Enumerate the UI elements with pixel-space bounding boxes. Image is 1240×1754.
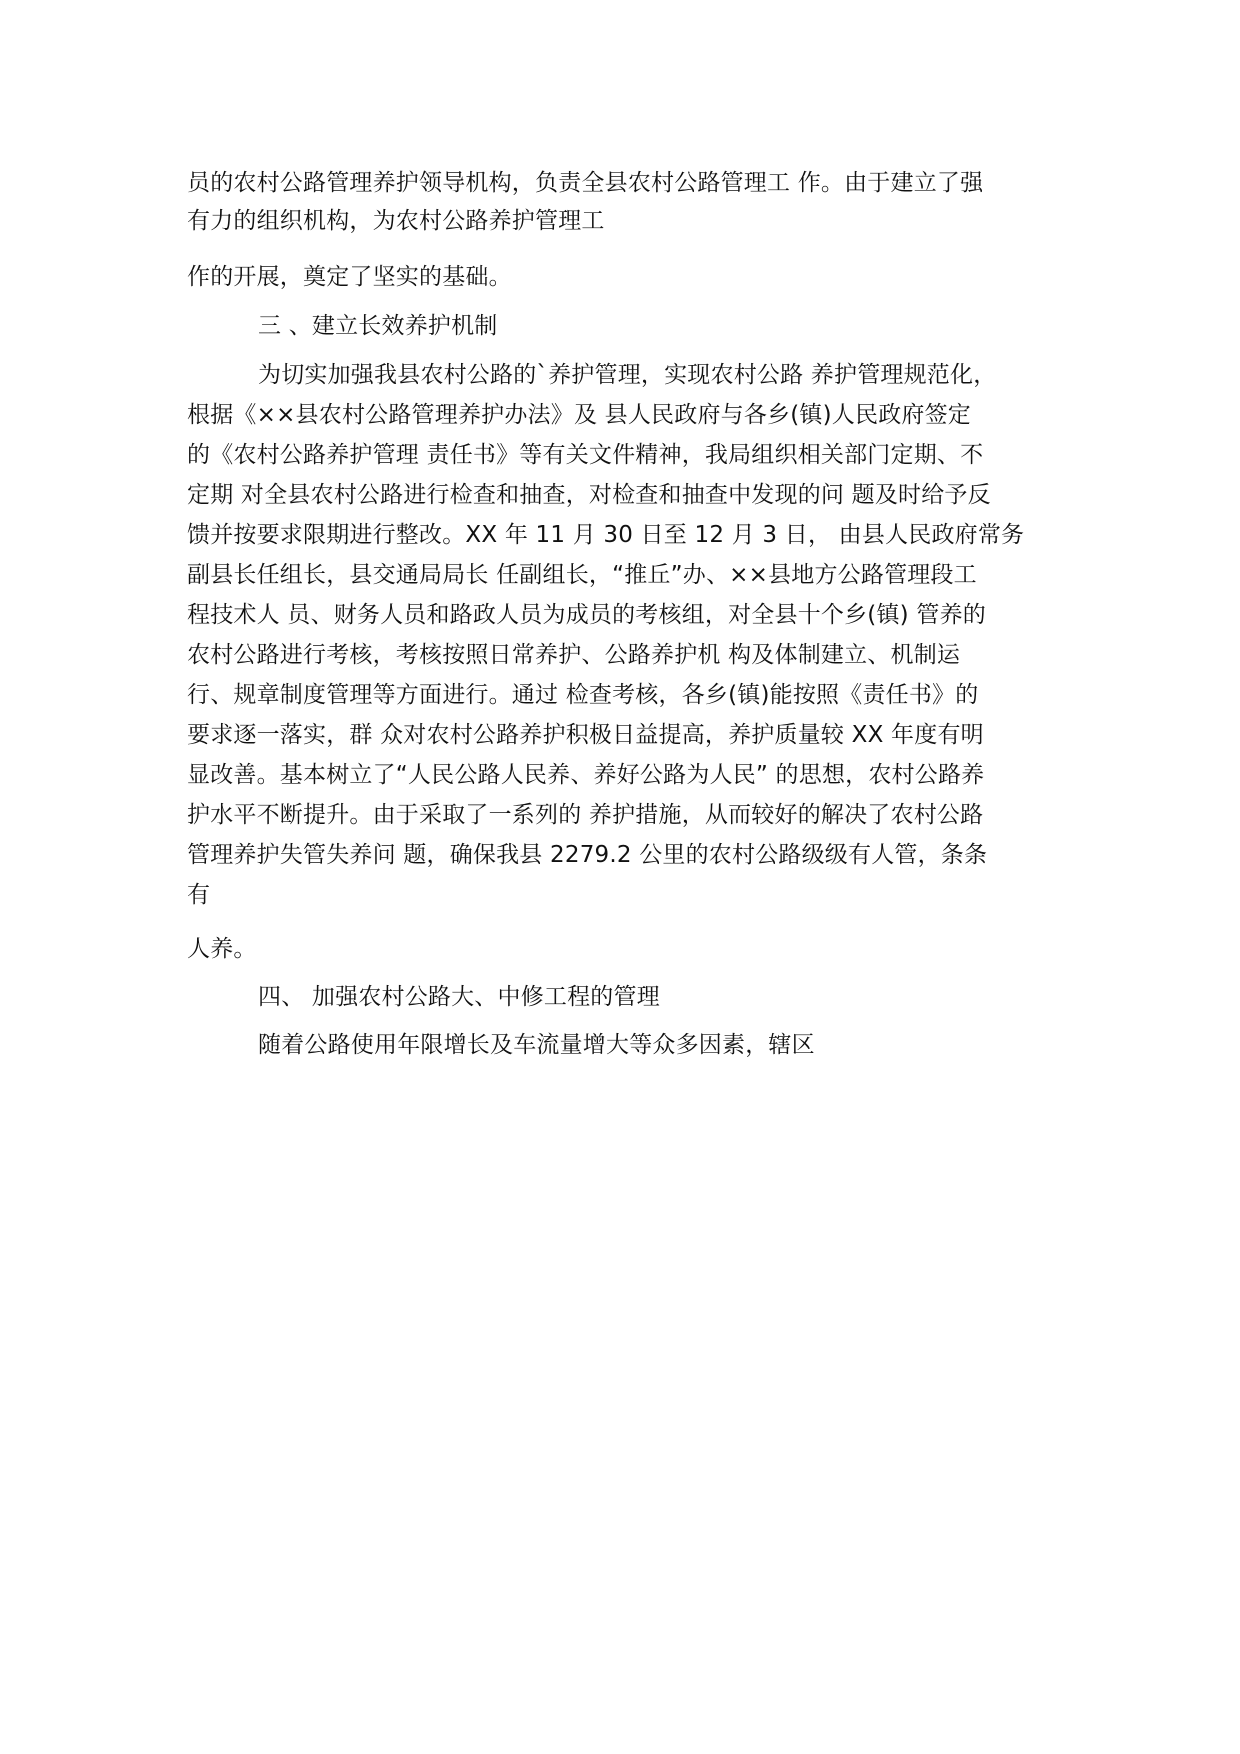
paragraph-line: 馈并按要求限期进行整改。XX 年 11 月 30 日至 12 月 3 日， 由县人民政府常务 bbox=[187, 522, 1025, 548]
paragraph-line: 定期 对全县农村公路进行检查和抽查，对检查和抽查中发现的问 题及时给予反 bbox=[187, 482, 991, 508]
paragraph-line: 随着公路使用年限增长及车流量增大等众多因素，辖区 bbox=[258, 1032, 815, 1058]
paragraph-line: 作的开展，奠定了坚实的基础。 bbox=[187, 264, 512, 290]
paragraph-line: 有 bbox=[187, 882, 211, 908]
section-heading: 三 、建立长效养护机制 bbox=[258, 313, 498, 339]
paragraph-line: 员的农村公路管理养护领导机构，负责全县农村公路管理工 作。由于建立了强 bbox=[187, 170, 984, 196]
paragraph-line: 程技术人 员、财务人员和路政人员为成员的考核组，对全县十个乡(镇) 管养的 bbox=[187, 602, 986, 628]
paragraph-line: 有力的组织机构，为农村公路养护管理工 bbox=[187, 208, 605, 234]
paragraph-line: 副县长任组长，县交通局局长 任副组长，“推丘”办、××县地方公路管理段工 bbox=[187, 562, 977, 588]
paragraph-line: 行、规章制度管理等方面进行。通过 检查考核，各乡(镇)能按照《责任书》的 bbox=[187, 682, 979, 708]
paragraph-line: 的《农村公路养护管理 责任书》等有关文件精神，我局组织相关部门定期、不 bbox=[187, 442, 984, 468]
paragraph-line: 显改善。基本树立了“人民公路人民养、养好公路为人民” 的思想，农村公路养 bbox=[187, 762, 985, 788]
paragraph-line: 为切实加强我县农村公路的`养护管理，实现农村公路 养护管理规范化， bbox=[258, 362, 997, 388]
section-heading: 四、 加强农村公路大、中修工程的管理 bbox=[258, 984, 660, 1010]
paragraph-line: 根据《××县农村公路管理养护办法》及 县人民政府与各乡(镇)人民政府签定 bbox=[187, 402, 972, 428]
paragraph-line: 人养。 bbox=[187, 936, 257, 962]
paragraph-line: 要求逐一落实，群 众对农村公路养护积极日益提高，养护质量较 XX 年度有明 bbox=[187, 722, 984, 748]
paragraph-line: 管理养护失管失养问 题，确保我县 2279.2 公里的农村公路级级有人管，条条 bbox=[187, 842, 988, 868]
paragraph-line: 护水平不断提升。由于采取了一系列的 养护措施，从而较好的解决了农村公路 bbox=[187, 802, 984, 828]
paragraph-line: 农村公路进行考核，考核按照日常养护、公路养护机 构及体制建立、机制运 bbox=[187, 642, 961, 668]
